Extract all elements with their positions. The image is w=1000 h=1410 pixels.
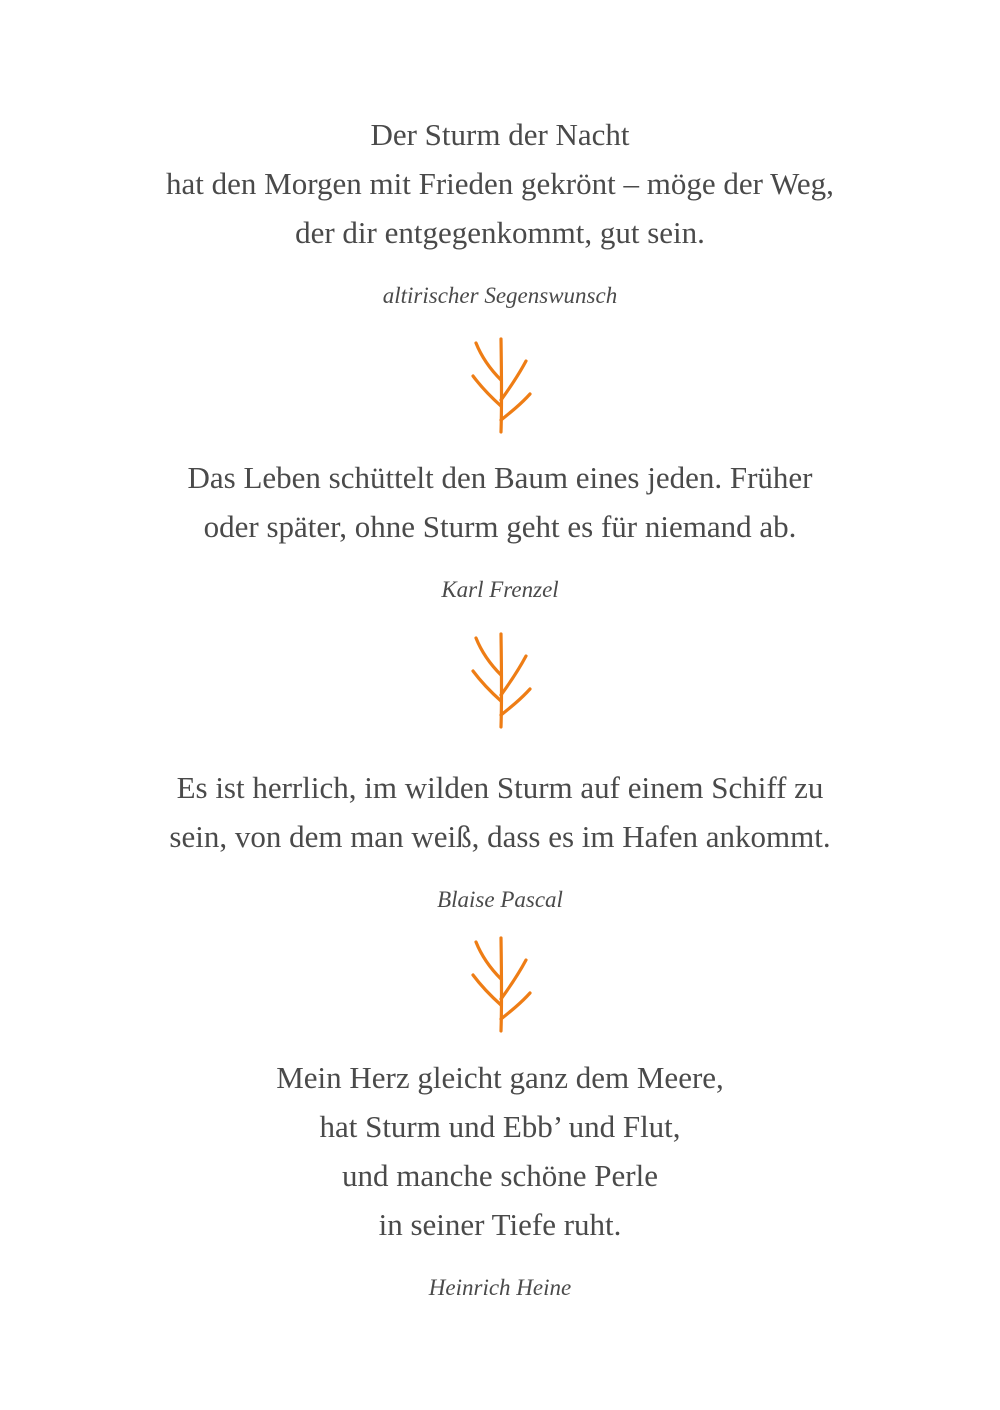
branch-icon	[468, 935, 534, 1035]
quote-block-1	[0, 110, 1000, 311]
quote-line: Es ist herrlich, im wilden Sturm auf einem Schiff zu	[176, 770, 824, 805]
quote-line: oder später, ohne Sturm geht es für niemand ab.	[203, 509, 797, 544]
quote-line: Der Sturm der Nacht	[370, 117, 630, 152]
quote-author: Karl Frenzel	[441, 577, 559, 602]
quote-author: Blaise Pascal	[437, 887, 563, 912]
quote-line: Das Leben schüttelt den Baum eines jeden. Früher	[187, 460, 813, 495]
quote-line: in seiner Tiefe ruht.	[378, 1207, 622, 1242]
quote-block-2	[0, 453, 1000, 605]
quote-line: Mein Herz gleicht ganz dem Meere,	[276, 1060, 724, 1095]
quote-author: Heinrich Heine	[428, 1275, 572, 1300]
quote-line: und manche schöne Perle	[342, 1158, 658, 1193]
branch-icon	[468, 631, 534, 731]
quote-line: hat den Morgen mit Frieden gekrönt – möge der Weg,	[166, 166, 834, 201]
quote-author: altirischer Segenswunsch	[382, 283, 618, 308]
quote-line: hat Sturm und Ebb’ und Flut,	[319, 1109, 681, 1144]
quote-line: der dir entgegenkommt, gut sein.	[295, 215, 705, 250]
quote-line: sein, von dem man weiß, dass es im Hafen ankommt.	[169, 819, 831, 854]
branch-icon	[468, 336, 534, 436]
quote-block-4	[0, 1053, 1000, 1303]
quote-block-3	[0, 763, 1000, 915]
